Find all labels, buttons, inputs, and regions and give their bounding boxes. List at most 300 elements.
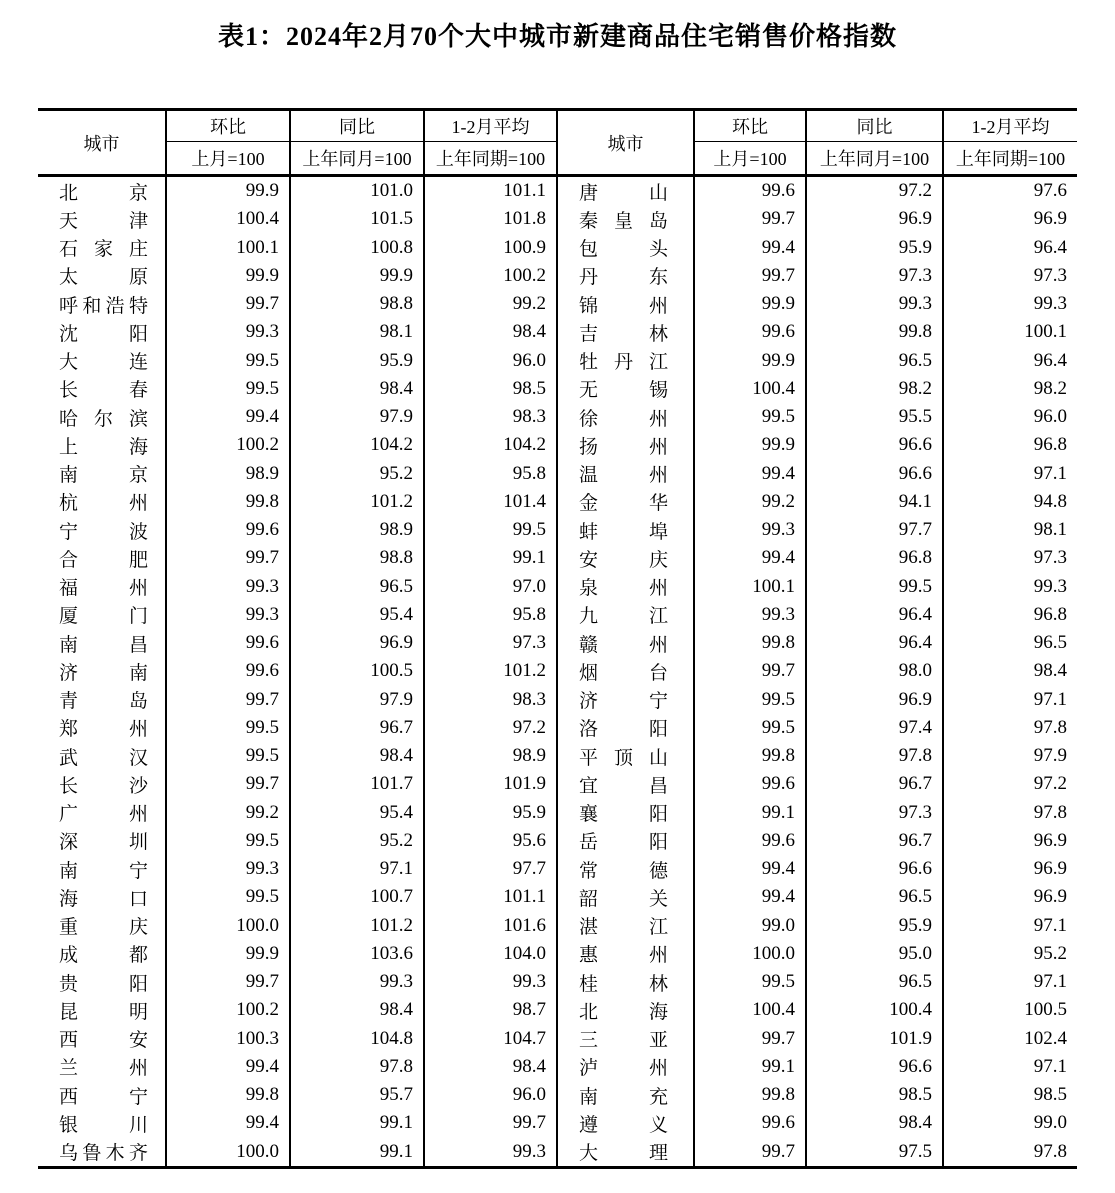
city-cell <box>38 318 166 346</box>
city-name-char: 泉 <box>579 578 599 600</box>
index-value-avg: 96.0 <box>424 1081 557 1109</box>
index-value-avg: 97.1 <box>943 912 1077 940</box>
city-cell <box>557 799 694 827</box>
city-cell <box>557 996 694 1024</box>
city-name-char: 岳 <box>579 832 599 854</box>
city-name <box>579 545 668 572</box>
index-value-yoy: 95.9 <box>806 234 943 262</box>
index-value-mom: 99.8 <box>694 629 806 657</box>
header-avg-left: 1-2月平均 <box>424 110 557 142</box>
subheader-mom-right: 上月=100 <box>694 142 806 176</box>
city-name <box>59 856 148 883</box>
city-name-char: 江 <box>648 606 668 628</box>
city-name <box>579 912 668 939</box>
city-cell <box>38 968 166 996</box>
index-value-mom: 99.9 <box>694 431 806 459</box>
index-value-yoy: 96.5 <box>806 968 943 996</box>
city-name <box>59 347 148 374</box>
index-value-avg: 98.7 <box>424 996 557 1024</box>
index-value-yoy: 99.5 <box>806 573 943 601</box>
header-yoy-left: 同比 <box>290 110 424 142</box>
city-name-char: 顶 <box>613 747 633 769</box>
city-name-char: 赣 <box>579 634 599 656</box>
city-name-char: 厦 <box>59 606 79 628</box>
index-value-mom: 99.6 <box>694 1109 806 1137</box>
index-value-avg: 99.7 <box>424 1109 557 1137</box>
city-cell <box>557 488 694 516</box>
city-cell <box>38 176 166 206</box>
city-name-char: 大 <box>59 352 79 374</box>
city-name-char: 成 <box>59 945 79 967</box>
table-row <box>38 544 1077 572</box>
city-name <box>579 460 668 487</box>
index-value-avg: 99.0 <box>943 1109 1077 1137</box>
index-value-yoy: 96.7 <box>806 827 943 855</box>
city-name <box>579 601 668 628</box>
index-value-yoy: 98.1 <box>290 318 424 346</box>
index-value-avg: 98.5 <box>943 1081 1077 1109</box>
index-value-mom: 99.3 <box>166 855 290 883</box>
table-row <box>38 912 1077 940</box>
city-name <box>579 714 668 741</box>
table-row <box>38 799 1077 827</box>
city-name-char: 华 <box>648 493 668 515</box>
index-value-avg: 95.8 <box>424 460 557 488</box>
city-name-char: 州 <box>648 945 668 967</box>
city-cell <box>38 460 166 488</box>
index-value-mom: 99.8 <box>166 1081 290 1109</box>
index-value-yoy: 98.8 <box>290 544 424 572</box>
city-name-char: 州 <box>648 1058 668 1080</box>
index-value-yoy: 96.5 <box>806 347 943 375</box>
city-name-char: 德 <box>648 860 668 882</box>
index-value-mom: 99.7 <box>694 205 806 233</box>
city-name-char: 宁 <box>648 691 668 713</box>
city-name-char: 阳 <box>648 804 668 826</box>
city-name-char: 庆 <box>128 917 148 939</box>
index-value-yoy: 95.7 <box>290 1081 424 1109</box>
city-name-char: 肥 <box>128 549 148 571</box>
index-value-yoy: 96.6 <box>806 855 943 883</box>
city-name-char: 阳 <box>648 832 668 854</box>
city-cell <box>38 1109 166 1137</box>
city-name-char: 海 <box>648 1001 668 1023</box>
city-name <box>579 234 668 261</box>
index-value-avg: 98.3 <box>424 403 557 431</box>
city-name-char: 惠 <box>579 945 599 967</box>
city-name-char: 家 <box>93 239 113 261</box>
city-name-char: 西 <box>59 1030 79 1052</box>
index-value-mom: 99.3 <box>694 601 806 629</box>
index-value-mom: 99.7 <box>694 1025 806 1053</box>
city-name-char: 庆 <box>648 549 668 571</box>
index-value-avg: 97.8 <box>943 799 1077 827</box>
index-value-yoy: 95.9 <box>806 912 943 940</box>
city-name <box>59 969 148 996</box>
city-cell <box>557 657 694 685</box>
city-name-char: 皇 <box>613 210 633 232</box>
index-value-mom: 99.7 <box>166 770 290 798</box>
index-value-mom: 100.0 <box>166 912 290 940</box>
city-name <box>579 771 668 798</box>
city-cell <box>557 940 694 968</box>
city-name-char: 京 <box>128 182 148 204</box>
index-value-avg: 104.7 <box>424 1025 557 1053</box>
city-name-char: 台 <box>648 662 668 684</box>
city-cell <box>38 827 166 855</box>
table-row <box>38 573 1077 601</box>
city-name-char: 济 <box>59 662 79 684</box>
city-name-char: 三 <box>579 1030 599 1052</box>
index-value-avg: 98.4 <box>424 318 557 346</box>
city-name <box>579 347 668 374</box>
city-name-char: 呼 <box>59 295 79 317</box>
city-name-char: 襄 <box>579 804 599 826</box>
city-name <box>579 827 668 854</box>
city-name-char: 原 <box>128 267 148 289</box>
city-name <box>59 1082 148 1109</box>
city-cell <box>38 799 166 827</box>
city-name-char: 宁 <box>128 1086 148 1108</box>
index-value-mom: 99.7 <box>166 686 290 714</box>
index-value-yoy: 99.3 <box>806 290 943 318</box>
city-name <box>579 658 668 685</box>
index-value-yoy: 97.5 <box>806 1138 943 1168</box>
index-value-yoy: 97.4 <box>806 714 943 742</box>
index-value-avg: 98.3 <box>424 686 557 714</box>
city-name-char: 锡 <box>648 380 668 402</box>
index-value-avg: 97.3 <box>943 262 1077 290</box>
city-name-char: 温 <box>579 465 599 487</box>
index-value-mom: 99.5 <box>166 714 290 742</box>
subheader-yoy-left: 上年同月=100 <box>290 142 424 176</box>
table-row <box>38 1025 1077 1053</box>
index-value-avg: 101.9 <box>424 770 557 798</box>
table-row <box>38 657 1077 685</box>
city-name-char: 长 <box>59 775 79 797</box>
index-value-mom: 100.0 <box>166 1138 290 1168</box>
price-index-table <box>38 108 1077 1169</box>
index-value-mom: 99.5 <box>694 714 806 742</box>
city-name-char: 昆 <box>59 1001 79 1023</box>
city-name-char: 都 <box>128 945 148 967</box>
index-value-mom: 99.8 <box>694 742 806 770</box>
city-name-char: 重 <box>59 917 79 939</box>
city-name-char: 浩 <box>105 295 125 317</box>
city-cell <box>38 714 166 742</box>
city-name-char: 理 <box>648 1143 668 1165</box>
table-row <box>38 1053 1077 1081</box>
city-name-char: 海 <box>59 888 79 910</box>
city-cell <box>557 290 694 318</box>
index-value-yoy: 97.9 <box>290 403 424 431</box>
city-cell <box>38 657 166 685</box>
index-value-yoy: 101.2 <box>290 488 424 516</box>
table-row <box>38 1109 1077 1137</box>
table-row <box>38 1138 1077 1168</box>
city-name-char: 北 <box>59 182 79 204</box>
table-row <box>38 742 1077 770</box>
city-name <box>579 1053 668 1080</box>
index-value-avg: 99.3 <box>424 968 557 996</box>
city-name-char: 州 <box>128 719 148 741</box>
index-value-mom: 99.4 <box>166 403 290 431</box>
index-value-mom: 99.6 <box>166 657 290 685</box>
city-name <box>579 178 668 205</box>
city-name-char: 州 <box>648 465 668 487</box>
index-value-avg: 96.5 <box>943 629 1077 657</box>
city-cell <box>557 318 694 346</box>
index-value-yoy: 101.2 <box>290 912 424 940</box>
city-cell <box>38 601 166 629</box>
city-cell <box>557 714 694 742</box>
index-value-mom: 99.3 <box>694 516 806 544</box>
city-cell <box>557 601 694 629</box>
city-cell <box>38 686 166 714</box>
city-name-char: 明 <box>128 1001 148 1023</box>
index-value-avg: 95.9 <box>424 799 557 827</box>
index-value-avg: 98.2 <box>943 375 1077 403</box>
city-name-char: 波 <box>128 521 148 543</box>
city-name <box>579 686 668 713</box>
city-name <box>59 262 148 289</box>
header-avg-right: 1-2月平均 <box>943 110 1077 142</box>
city-cell <box>38 375 166 403</box>
city-name-char: 银 <box>59 1114 79 1136</box>
header-city-left: 城市 <box>38 110 166 176</box>
index-value-mom: 99.5 <box>166 827 290 855</box>
city-cell <box>38 1025 166 1053</box>
city-name <box>59 1025 148 1052</box>
table-row <box>38 968 1077 996</box>
index-value-avg: 97.1 <box>943 460 1077 488</box>
index-value-yoy: 99.1 <box>290 1109 424 1137</box>
index-value-yoy: 100.4 <box>806 996 943 1024</box>
index-value-avg: 96.4 <box>943 347 1077 375</box>
city-cell <box>38 1053 166 1081</box>
index-value-avg: 97.8 <box>943 714 1077 742</box>
index-value-avg: 100.5 <box>943 996 1077 1024</box>
city-name-char: 南 <box>59 634 79 656</box>
city-name <box>579 856 668 883</box>
index-value-yoy: 96.9 <box>290 629 424 657</box>
city-name <box>59 884 148 911</box>
table-header <box>38 110 1077 176</box>
city-name <box>59 686 148 713</box>
index-value-mom: 100.0 <box>694 940 806 968</box>
table-row <box>38 375 1077 403</box>
city-name-char: 义 <box>648 1114 668 1136</box>
city-name <box>59 743 148 770</box>
city-cell <box>38 1081 166 1109</box>
city-name-char: 广 <box>59 804 79 826</box>
index-value-avg: 98.9 <box>424 742 557 770</box>
index-value-yoy: 97.7 <box>806 516 943 544</box>
index-value-yoy: 104.2 <box>290 431 424 459</box>
index-value-yoy: 96.7 <box>806 770 943 798</box>
city-name <box>59 940 148 967</box>
index-value-avg: 99.3 <box>424 1138 557 1168</box>
index-value-mom: 99.0 <box>694 912 806 940</box>
city-name-char: 安 <box>128 1030 148 1052</box>
index-value-avg: 100.9 <box>424 234 557 262</box>
index-value-avg: 101.4 <box>424 488 557 516</box>
index-value-mom: 99.1 <box>694 799 806 827</box>
index-value-mom: 99.1 <box>694 1053 806 1081</box>
city-name-char: 沈 <box>59 323 79 345</box>
city-name-char: 尔 <box>93 408 113 430</box>
city-name-char: 杭 <box>59 493 79 515</box>
index-value-yoy: 100.7 <box>290 883 424 911</box>
table-row <box>38 1081 1077 1109</box>
city-name-char: 包 <box>579 239 599 261</box>
city-name <box>579 291 668 318</box>
index-value-avg: 97.2 <box>424 714 557 742</box>
city-name-char: 州 <box>128 493 148 515</box>
city-cell <box>38 1138 166 1168</box>
city-name-char: 南 <box>128 662 148 684</box>
index-value-yoy: 95.0 <box>806 940 943 968</box>
index-value-mom: 100.2 <box>166 996 290 1024</box>
city-cell <box>557 968 694 996</box>
index-value-avg: 94.8 <box>943 488 1077 516</box>
index-value-mom: 99.4 <box>166 1109 290 1137</box>
index-value-avg: 96.9 <box>943 855 1077 883</box>
index-value-mom: 99.9 <box>694 290 806 318</box>
index-value-avg: 97.9 <box>943 742 1077 770</box>
city-cell <box>557 347 694 375</box>
table-row <box>38 403 1077 431</box>
header-mom-right: 环比 <box>694 110 806 142</box>
city-name <box>579 799 668 826</box>
city-name <box>579 1082 668 1109</box>
index-value-avg: 95.6 <box>424 827 557 855</box>
city-name <box>579 432 668 459</box>
index-value-mom: 100.2 <box>166 431 290 459</box>
city-name-char: 阳 <box>648 719 668 741</box>
city-cell <box>38 855 166 883</box>
index-value-mom: 99.7 <box>694 657 806 685</box>
city-cell <box>557 1109 694 1137</box>
city-name <box>579 743 668 770</box>
index-value-yoy: 100.5 <box>290 657 424 685</box>
city-name <box>59 291 148 318</box>
index-value-avg: 104.2 <box>424 431 557 459</box>
city-cell <box>557 573 694 601</box>
city-cell <box>38 488 166 516</box>
index-value-yoy: 95.9 <box>290 347 424 375</box>
city-cell <box>557 403 694 431</box>
index-value-avg: 96.0 <box>943 403 1077 431</box>
city-name-char: 北 <box>579 1001 599 1023</box>
index-value-yoy: 99.1 <box>290 1138 424 1168</box>
index-value-yoy: 99.8 <box>806 318 943 346</box>
index-value-avg: 96.9 <box>943 827 1077 855</box>
index-value-mom: 99.4 <box>694 855 806 883</box>
index-value-mom: 99.4 <box>694 234 806 262</box>
city-name <box>59 545 148 572</box>
index-value-yoy: 95.2 <box>290 827 424 855</box>
index-value-yoy: 98.8 <box>290 290 424 318</box>
table-row <box>38 290 1077 318</box>
index-value-avg: 95.8 <box>424 601 557 629</box>
city-name-char: 特 <box>128 295 148 317</box>
city-name-char: 州 <box>648 436 668 458</box>
city-name-char: 牡 <box>579 352 599 374</box>
city-name <box>59 404 148 431</box>
index-value-mom: 100.4 <box>694 375 806 403</box>
city-name-char: 郑 <box>59 719 79 741</box>
city-name-char: 合 <box>59 549 79 571</box>
city-cell <box>557 176 694 206</box>
index-value-mom: 99.5 <box>694 686 806 714</box>
city-cell <box>557 827 694 855</box>
city-name-char: 州 <box>128 578 148 600</box>
city-name-char: 泸 <box>579 1058 599 1080</box>
city-name <box>59 1110 148 1137</box>
city-name-char: 州 <box>648 408 668 430</box>
city-cell <box>38 996 166 1024</box>
index-value-yoy: 96.6 <box>806 460 943 488</box>
index-value-mom: 99.9 <box>166 940 290 968</box>
city-name-char: 乌 <box>59 1143 79 1165</box>
city-name-char: 丹 <box>613 352 633 374</box>
city-name-char: 武 <box>59 747 79 769</box>
index-value-avg: 96.9 <box>943 883 1077 911</box>
index-value-mom: 99.2 <box>694 488 806 516</box>
city-name <box>579 940 668 967</box>
index-value-avg: 101.1 <box>424 883 557 911</box>
table-row <box>38 234 1077 262</box>
city-name <box>59 178 148 205</box>
index-value-avg: 96.8 <box>943 431 1077 459</box>
city-cell <box>38 347 166 375</box>
city-name-char: 安 <box>579 549 599 571</box>
city-name-char: 锦 <box>579 295 599 317</box>
city-name <box>579 630 668 657</box>
city-cell <box>38 883 166 911</box>
index-value-yoy: 98.2 <box>806 375 943 403</box>
index-value-avg: 101.8 <box>424 205 557 233</box>
table-row <box>38 601 1077 629</box>
table-row <box>38 996 1077 1024</box>
city-name-char: 扬 <box>579 436 599 458</box>
index-value-yoy: 97.1 <box>290 855 424 883</box>
city-cell <box>557 1138 694 1168</box>
city-name-char: 关 <box>648 888 668 910</box>
city-name-char: 昌 <box>128 634 148 656</box>
index-value-mom: 99.7 <box>166 544 290 572</box>
city-name-char: 韶 <box>579 888 599 910</box>
index-value-yoy: 96.5 <box>290 573 424 601</box>
page <box>0 20 1115 1169</box>
index-value-yoy: 101.0 <box>290 176 424 206</box>
index-value-mom: 99.5 <box>166 883 290 911</box>
header-yoy-right: 同比 <box>806 110 943 142</box>
index-value-yoy: 97.8 <box>290 1053 424 1081</box>
header-mom-left: 环比 <box>166 110 290 142</box>
city-name-char: 南 <box>579 1086 599 1108</box>
index-value-yoy: 94.1 <box>806 488 943 516</box>
city-name <box>59 488 148 515</box>
index-value-yoy: 95.4 <box>290 799 424 827</box>
index-value-mom: 99.8 <box>166 488 290 516</box>
city-name-char: 丹 <box>579 267 599 289</box>
index-value-avg: 95.2 <box>943 940 1077 968</box>
index-value-avg: 98.4 <box>943 657 1077 685</box>
city-name-char: 蚌 <box>579 521 599 543</box>
city-name <box>59 432 148 459</box>
